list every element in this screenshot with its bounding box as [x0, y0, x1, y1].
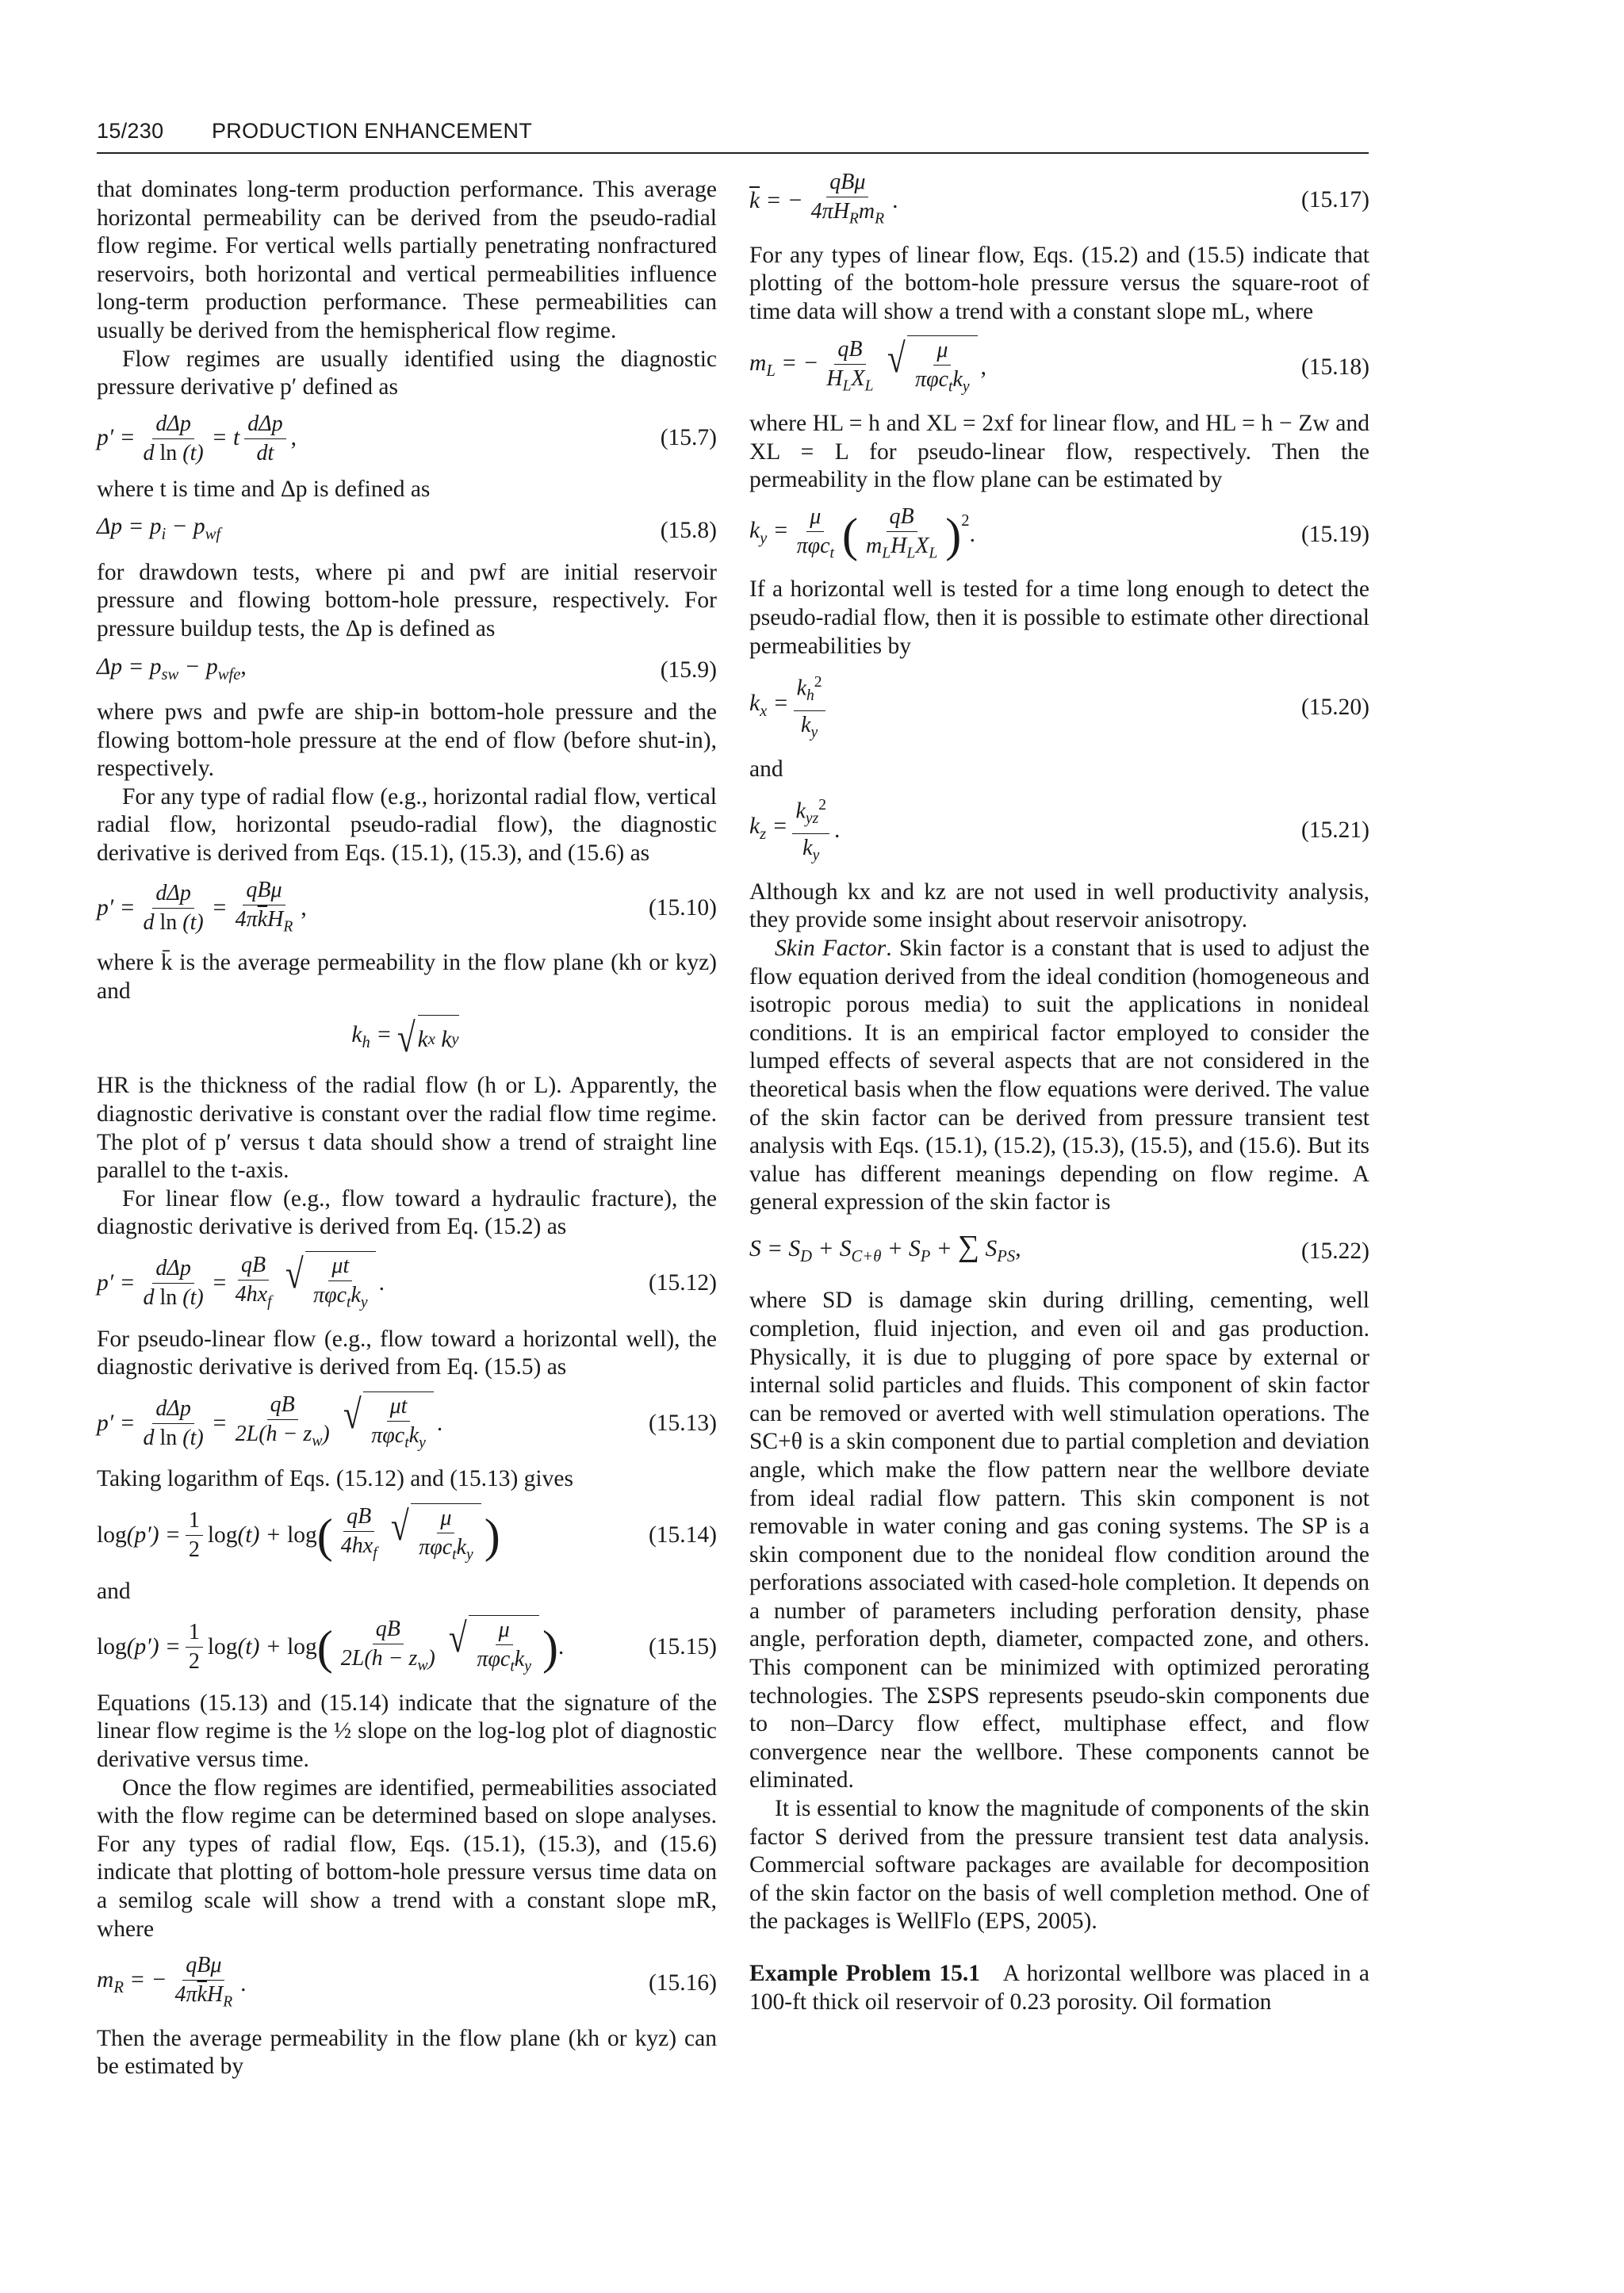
paragraph: Equations (15.13) and (15.14) indicate that the signature of the linear flow regime is the ½ slope on the log-log plot of diagnostic derivative versus time. — [97, 1690, 717, 1772]
equation-kh: $k_h$ = √ k x k y — [351, 1016, 459, 1062]
paragraph: For any types of linear flow, Eqs. (15.2) and (15.5) indicate that plotting of the bottom-hole pressure versus the square-root of time data will show a trend with a constant slope mL, where — [749, 242, 1369, 324]
equation-number: (15.13) — [648, 1410, 717, 1436]
running-title: PRODUCTION ENHANCEMENT — [212, 119, 533, 143]
equation-15-12: p′ = $\frac{\text{dΔp}}{\text{d ln (t)}}$ = $\frac{qB}{4hx_f}$ √ $\frac{\mu t}{\pi\varphi c_tk_y}$ . (15.12) — [97, 1251, 717, 1316]
equation-number: (15.18) — [1300, 354, 1369, 381]
equation-15-13: p′ = $\frac{\text{dΔp}}{\text{d ln (t)}}$ = $\frac{qB}{2L(h - z_w)}$ √ $\frac{\mu t}{\pi\varphi c_tk_y}$ . (15.13) — [97, 1391, 717, 1457]
equation-15-10: p′ = $\frac{\text{dΔp}}{\text{d ln (t)}}$ = $\frac{\text{qBμ}}{4\pi\overline{k}H_R}$ , (15.10) — [97, 877, 717, 936]
equation-15-7: p′ = $\frac{\text{dΔp}}{\text{d ln (t)}}$ = t $\frac{\text{dΔp}}{dt}$ , (15.7) — [97, 411, 717, 465]
paragraph: Although kx and kz are not used in well productivity analysis, they provide some insight about reservoir anisotropy. — [749, 879, 1369, 933]
example-text: A horizontal wellbore was placed in a 100-ft thick oil reservoir of 0.23 porosity. Oil formation — [749, 1961, 1370, 2015]
example-problem — [749, 1960, 1369, 2016]
paragraph: Taking logarithm of Eqs. (15.12) and (15.13) gives — [97, 1466, 573, 1492]
paragraph: where HL = h and XL = 2xf for linear flow, and HL = h − Zw and XL = L for pseudo-linear flow, respectively. Then the permeability in the flow plane can be estimated by — [749, 410, 1369, 493]
equation-number: (15.21) — [1300, 817, 1369, 844]
equation-number: (15.22) — [1300, 1238, 1369, 1265]
equation-number: (15.16) — [648, 1970, 717, 1996]
equation-number: (15.19) — [1300, 522, 1369, 548]
equation-15-22: $S = S_D + S_{C+\theta} + S_P$ + ∑ $S_{PS}$, (15.22) — [749, 1229, 1369, 1265]
paragraph: Flow regimes are usually identified using the diagnostic pressure derivative p′ defined as — [97, 346, 717, 400]
paragraph: where t is time and Δp is defined as — [97, 476, 431, 502]
equation-15-9: $\Delta p = p_{sw} - p_{wfe}$, (15.9) — [97, 653, 717, 689]
equation-15-18: $m_L$ = − $\frac{qB}{H_LX_L}$ √ $\frac{\mu}{\pi\varphi c_tk_y}$ , (15.18) — [749, 335, 1369, 400]
equation-15-15: log(p′) = $\frac{1}{2}$ log(t) + log ( $\frac{qB}{2L(h - z_w)}$ √ $\frac{\mu}{\pi\varphi c_tk_y}$ ) . (15.15) — [97, 1615, 717, 1680]
equation-number: (15.10) — [648, 895, 717, 921]
example-label: Example Problem 15.1 — [749, 1961, 980, 1987]
equation-15-8: $\Delta p = p_i - p_{wf}$ (15.8) — [97, 513, 717, 549]
equation-15-14: log(p′) = $\frac{1}{2}$ log(t) + log ( $\frac{qB}{4hx_f}$ √ $\frac{\mu}{\pi\varphi c_tk_y}$ ) (15.14) — [97, 1503, 717, 1568]
paragraph: for drawdown tests, where pi and pwf are initial reservoir pressure and flowing bottom-hole pressure, respectively. For pressure buildup tests, the Δp is defined as — [97, 559, 717, 642]
paragraph: that dominates long-term production performance. This average horizontal permeability can be derived from the pseudo-radial flow regime. For vertical wells partially penetrating nonfractured reservoirs, both horizontal and vertical permeabilities influence long-term production performance. These permeabilities can usually be derived from the hemispherical flow regime. — [97, 177, 717, 343]
paragraph: and — [97, 1578, 131, 1604]
equation-number: (15.14) — [648, 1522, 717, 1548]
paragraph: If a horizontal well is tested for a time long enough to detect the pseudo-radial flow, then it is possible to estimate other directional permeabilities by — [749, 576, 1369, 659]
paragraph — [749, 935, 1369, 1217]
equation-15-21: $k_z$ = $\frac{k_{yz}^2}{k_y}$ . (15.21) — [749, 793, 1369, 869]
equation-15-17: $\overline{k}$ = − $\frac{\text{qBμ}}{4\pi H_Rm_R}$ . (15.17) — [749, 170, 1369, 228]
paragraph: where SD is damage skin during drilling, cementing, well completion, fluid injection, and even oil and gas production. Physically, it is due to plugging of pore space by external or internal solid particles and fluids. This component of skin factor can be removed or averted with well stimulation operations. The SC+θ is a skin component due to partial completion and deviation angle, which make the flow pattern near the wellbore deviate from ideal radial flow pattern. This skin component is not removable in water coning and gas coning systems. The SP is a skin component due to the nonideal flow condition around the perforations associated with cased-hole completion. It depends on a number of parameters including perforation density, phase angle, perforation depth, diameter, compacted zone, and others. This component can be minimized with optimized perorating technologies. The ΣSPS represents pseudo-skin components due to non–Darcy flow effect, multiphase effect, and flow convergence near the wellbore. These components cannot be eliminated. — [749, 1288, 1369, 1793]
paragraph: For linear flow (e.g., flow toward a hydraulic fracture), the diagnostic derivative is derived from Eq. (15.2) as — [97, 1185, 717, 1240]
running-header — [97, 116, 1369, 154]
paragraph: HR is the thickness of the radial flow (h or L). Apparently, the diagnostic derivative is constant over the radial flow time regime. The plot of p′ versus t data should show a trend of straight line parallel to the t-axis. — [97, 1073, 717, 1184]
equation-15-19: $k_y$ = $\frac{\mu}{\pi\varphi c_t}$ ( $\frac{qB}{m_LH_LX_L}$ ) $^2$ . (15.19) — [749, 503, 1369, 562]
paragraph: For any type of radial flow (e.g., horizontal radial flow, vertical radial flow, horizontal pseudo-radial flow), the diagnostic derivative is derived from Eqs. (15.1), (15.3), and (15.6) as — [97, 783, 717, 867]
equation-number: (15.7) — [660, 425, 717, 451]
left-column — [97, 176, 717, 2081]
section-heading-skin-factor: Skin Factor — [775, 935, 887, 961]
paragraph: It is essential to know the magnitude of components of the skin factor S derived from the pressure transient test data analysis. Commercial software packages are available for decomposition of the skin factor on the basis of well completion method. One of the packages is WellFlo (EPS, 2005). — [749, 1796, 1369, 1935]
equation-15-16: $m_R$ = − $\frac{\text{qBμ}}{4\pi\overline{k}H_R}$ . (15.16) — [97, 1953, 717, 2011]
equation-15-20: $k_x$ = $\frac{k_h^2}{k_y}$ (15.20) — [749, 670, 1369, 746]
paragraph: For pseudo-linear flow (e.g., flow toward a horizontal well), the diagnostic derivative is derived from Eq. (15.5) as — [97, 1326, 717, 1380]
paragraph-text: . Skin factor is a constant that is used to adjust the flow equation derived from the ideal condition (homogeneous and isotropic porous media) to suit the applications in nonideal conditions. It is an empirical factor employed to consider the lumped effects of several aspects that are not considered in the theoretical basis when the flow equations were derived. The value of the skin factor can be derived from pressure transient test analysis with Eqs. (15.1), (15.2), (15.3), (15.5), and (15.6). But its value has different meanings depending on flow regime. A general expression of the skin factor is — [749, 935, 1369, 1215]
paragraph: Then the average permeability in the flow plane (kh or kyz) can be estimated by — [97, 2025, 717, 2080]
equation-number: (15.17) — [1300, 187, 1369, 213]
paragraph: Once the flow regimes are identified, permeabilities associated with the flow regime can be determined based on slope analyses. For any types of radial flow, Eqs. (15.1), (15.3), and (15.6) indicate that plotting of bottom-hole pressure versus time data on a semilog scale will show a trend with a constant slope mR, where — [97, 1774, 717, 1942]
equation-number: (15.12) — [648, 1270, 717, 1296]
paragraph: and — [749, 756, 783, 782]
equation-number: (15.15) — [648, 1634, 717, 1660]
paragraph: where pws and pwfe are ship-in bottom-hole pressure and the flowing bottom-hole pressure at the end of flow (before shut-in), respectively. — [97, 699, 717, 782]
equation-number: (15.20) — [1300, 695, 1369, 721]
equation-number: (15.8) — [660, 518, 717, 544]
page-number: 15/230 — [97, 119, 164, 143]
equation-number: (15.9) — [660, 657, 717, 683]
paragraph: where k̄ is the average permeability in the flow plane (kh or kyz) and — [97, 950, 717, 1004]
right-column — [749, 170, 1369, 2016]
